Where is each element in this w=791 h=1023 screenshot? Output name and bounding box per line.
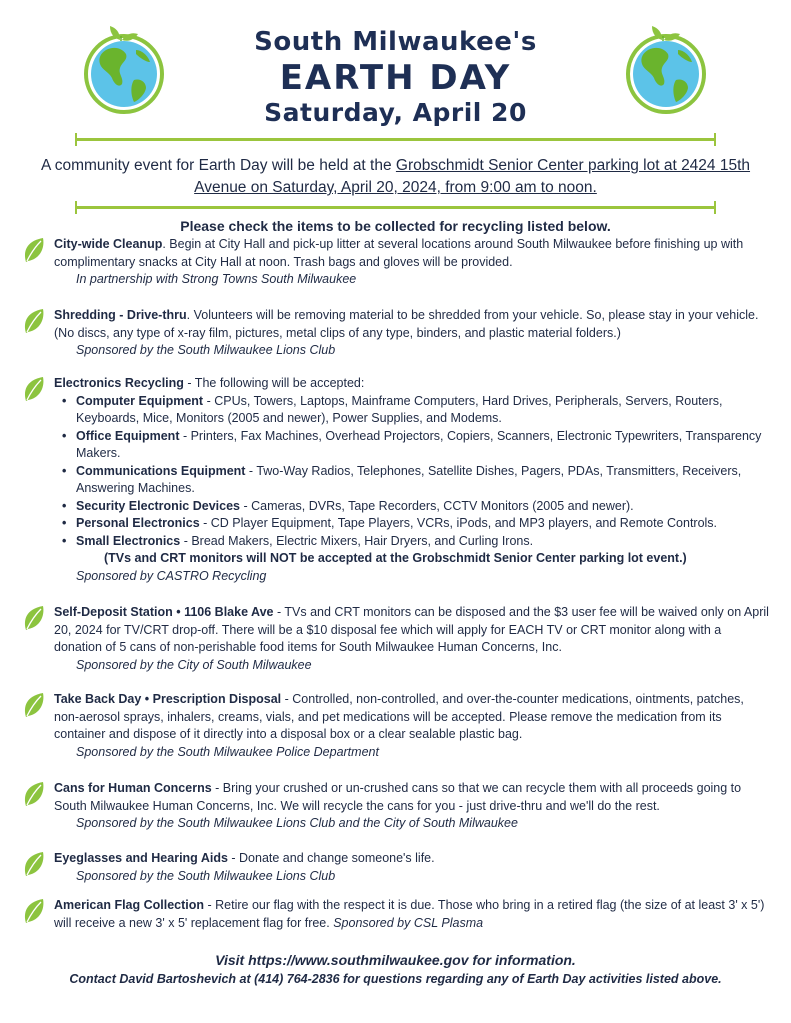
check-heading: Please check the items to be collected for recycling listed below. (180, 218, 611, 234)
section-title: Self-Deposit Station • 1106 Blake Ave (54, 605, 274, 619)
list-item: • Communications Equipment - Two-Way Radios, Telephones, Satellite Dishes, Pagers, PDAs, Transmitters, Receivers, Answering Machines. (76, 463, 772, 498)
section-sponsor: Sponsored by CSL Plasma (333, 915, 484, 930)
section-title: American Flag Collection (54, 898, 205, 912)
list-item: • Office Equipment - Printers, Fax Machines, Overhead Projectors, Copiers, Scanners, Electronic Typewriters, Transparency Makers. (76, 428, 772, 463)
section-flag (22, 897, 772, 932)
section-text: Cans for Human Concerns - Bring your crushed or un-crushed cans so that we can recycle them with all proceeds going to South Milwaukee Human Concerns, Inc. We will recycle the cans for you - just drive-thru and we'll do the rest. (54, 781, 742, 813)
section-sponsor: Sponsored by the South Milwaukee Lions Club (76, 343, 336, 357)
leaf-icon (22, 850, 46, 878)
list-item: • Security Electronic Devices - Cameras, DVRs, Tape Recorders, CCTV Monitors (2005 and newer). (76, 498, 772, 516)
section-cleanup (22, 236, 772, 289)
section-sponsor: Sponsored by the South Milwaukee Police Department (76, 744, 379, 759)
section-sponsor: Sponsored by the City of South Milwaukee (76, 657, 312, 672)
intro-location: Grobschmidt Senior Center parking lot at 2424 15th Avenue on Saturday, April 20, 2024, from 9:00 am to noon. (194, 157, 751, 196)
title-event: EARTH DAY (279, 58, 512, 98)
section-sponsor: Sponsored by the South Milwaukee Lions Club and the City of South Milwaukee (76, 816, 518, 830)
leaf-icon (22, 236, 46, 264)
section-electronics (22, 375, 772, 585)
leaf-icon (22, 691, 46, 719)
leaf-icon (22, 375, 46, 403)
section-title: Cans for Human Concerns (54, 781, 212, 795)
section-text: Electronics Recycling - The following will be accepted: (54, 376, 365, 390)
list-item: • Small Electronics - Bread Makers, Electric Mixers, Hair Dryers, and Curling Irons. (76, 533, 772, 551)
footer-visit: Visit https://www.southmilwaukee.gov for information. (215, 952, 576, 968)
tv-crt-notice: (TVs and CRT monitors will NOT be accepted at the Grobschmidt Senior Center parking lot event.) (104, 551, 687, 565)
leaf-icon (22, 780, 46, 808)
section-text: Take Back Day • Prescription Disposal - Controlled, non-controlled, and over-the-counter medications, ointments, patches, non-aerosol sprays, inhalers, creams, vials, and pet medications will be accepted. Please remove the medication from its container and dispose of it directly into a disposal box or a clear sealable plastic bag. (54, 692, 744, 741)
title-date: Saturday, April 20 (264, 98, 527, 127)
footer-contact: Contact David Bartoshevich at (414) 764-2836 for questions regarding any of Earth Day activities listed above. (69, 972, 722, 986)
section-text: American Flag Collection - Retire our flag with the respect it is due. Those who bring in a retired flag (the size of at least 3' x 5') will receive a new 3' x 5' replacement flag for free. Sponsored by CSL Plasma (54, 898, 765, 930)
section-eyeglasses (22, 850, 772, 885)
leaf-icon (22, 604, 46, 632)
section-text: Eyeglasses and Hearing Aids - Donate and change someone's life. (54, 851, 435, 865)
leaf-icon (22, 897, 46, 925)
section-text: Shredding - Drive-thru. Volunteers will be removing material to be shredded from your vehicle. So, please stay in your vehicle. (No discs, any type of x-ray film, pictures, metal clips of any type, binders, and plastic material folders.) (54, 308, 759, 340)
section-self-deposit (22, 604, 772, 674)
divider-top (75, 138, 716, 141)
section-title: City-wide Cleanup (54, 237, 163, 251)
section-shredding (22, 307, 772, 360)
electronics-list (22, 393, 772, 551)
section-title: Eyeglasses and Hearing Aids (54, 851, 228, 865)
section-take-back-day (22, 691, 772, 761)
section-text: City-wide Cleanup. Begin at City Hall and pick-up litter at several locations around South Milwaukee before finishing up with complimentary snacks at City Hall at noon. Trash bags and gloves will be provided. (54, 237, 744, 269)
section-text: Self-Deposit Station • 1106 Blake Ave - TVs and CRT monitors can be disposed and the $3 user fee will be waived only on April 20, 2024 for TV/CRT drop-off. There will be a $10 disposal fee which will apply for EACH TV or CRT monitor along with a donation of 5 cans of non-perishable food items for South Milwaukee Human Concerns, Inc. (54, 605, 769, 654)
section-sponsor: Sponsored by CASTRO Recycling (76, 568, 267, 583)
section-title: Take Back Day • Prescription Disposal (54, 692, 282, 706)
section-sponsor: Sponsored by the South Milwaukee Lions Club (76, 868, 336, 883)
list-item: • Personal Electronics - CD Player Equipment, Tape Players, VCRs, iPods, and MP3 players, and Remote Controls. (76, 515, 772, 533)
divider-bottom (75, 206, 716, 209)
title-city: South Milwaukee's (254, 27, 537, 57)
section-sponsor: In partnership with Strong Towns South Milwaukee (76, 272, 357, 286)
section-title: Shredding - Drive-thru (54, 308, 187, 322)
intro-lead: A community event for Earth Day will be held at the (40, 157, 396, 174)
section-title: Electronics Recycling (54, 376, 184, 390)
intro-paragraph (30, 155, 761, 199)
section-cans (22, 780, 772, 833)
list-item: • Computer Equipment - CPUs, Towers, Laptops, Mainframe Computers, Hard Drives, Peripherals, Servers, Routers, Keyboards, Mice, Monitors (2005 and newer), Power Supplies, and Modems. (76, 393, 772, 428)
leaf-icon (22, 307, 46, 335)
